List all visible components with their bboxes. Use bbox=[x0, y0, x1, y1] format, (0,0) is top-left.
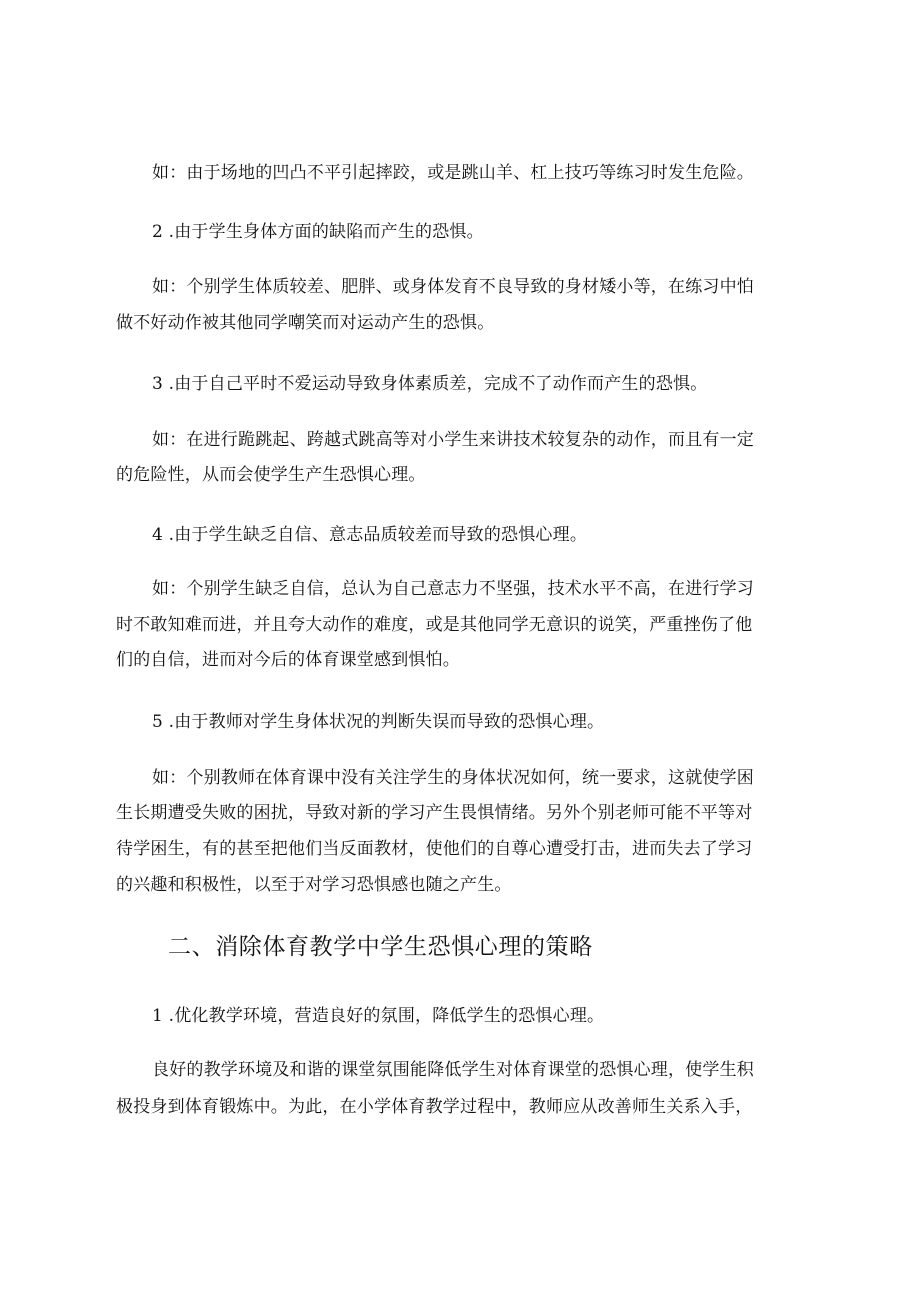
example-sentence-2-line-1: 如：个别学生体质较差、肥胖、或身体发育不良导致的身材矮小等，在练习中怕 bbox=[152, 277, 754, 297]
body-paragraph-line-1: 良好的教学环境及和谐的课堂氛围能降低学生对体育课堂的恐惧心理，使学生积 bbox=[152, 1060, 754, 1080]
example-sentence-5-line-4: 的兴趣和积极性，以至于对学习恐惧感也随之产生。 bbox=[116, 875, 512, 895]
example-sentence-4-line-3: 们的自信，进而对今后的体育课堂感到惧怕。 bbox=[116, 650, 460, 670]
list-item-2-heading: 2 .由于学生身体方面的缺陷而产生的恐惧。 bbox=[152, 222, 484, 242]
strategy-item-1-heading: 1 .优化教学环境，营造良好的氛围，降低学生的恐惧心理。 bbox=[152, 1006, 605, 1026]
example-sentence-3-line-2: 的危险性，从而会使学生产生恐惧心理。 bbox=[116, 465, 426, 485]
example-sentence-3-line-1: 如：在进行跪跳起、跨越式跳高等对小学生来讲技术较复杂的动作，而且有一定 bbox=[152, 430, 754, 450]
example-sentence-1: 如：由于场地的凹凸不平引起摔跤，或是跳山羊、杠上技巧等练习时发生危险。 bbox=[152, 163, 754, 183]
example-sentence-4-line-2: 时不敢知难而进，并且夸大动作的难度，或是其他同学无意识的说笑，严重挫伤了他 bbox=[116, 615, 753, 635]
example-sentence-2-line-2: 做不好动作被其他同学嘲笑而对运动产生的恐惧。 bbox=[116, 313, 495, 333]
example-sentence-5-line-1: 如：个别教师在体育课中没有关注学生的身体状况如何，统一要求，这就使学困 bbox=[152, 768, 754, 788]
section-heading-2: 二、消除体育教学中学生恐惧心理的策略 bbox=[168, 934, 593, 960]
list-item-4-heading: 4 .由于学生缺乏自信、意志品质较差而导致的恐惧心理。 bbox=[152, 525, 588, 545]
example-sentence-5-line-3: 待学困生，有的甚至把他们当反面教材，使他们的自尊心遭受打击，进而失去了学习 bbox=[116, 839, 753, 859]
list-item-5-heading: 5 .由于教师对学生身体状况的判断失误而导致的恐惧心理。 bbox=[152, 712, 605, 732]
example-sentence-5-line-2: 生长期遭受失败的困扰，导致对新的学习产生畏惧情绪。另外个别老师可能不平等对 bbox=[116, 803, 753, 823]
body-paragraph-line-2: 极投身到体育锻炼中。为此，在小学体育教学过程中，教师应从改善师生关系入手， bbox=[116, 1097, 753, 1117]
list-item-3-heading: 3 .由于自己平时不爱运动导致身体素质差，完成不了动作而产生的恐惧。 bbox=[152, 374, 708, 394]
example-sentence-4-line-1: 如：个别学生缺乏自信，总认为自己意志力不坚强，技术水平不高，在进行学习 bbox=[152, 579, 754, 599]
